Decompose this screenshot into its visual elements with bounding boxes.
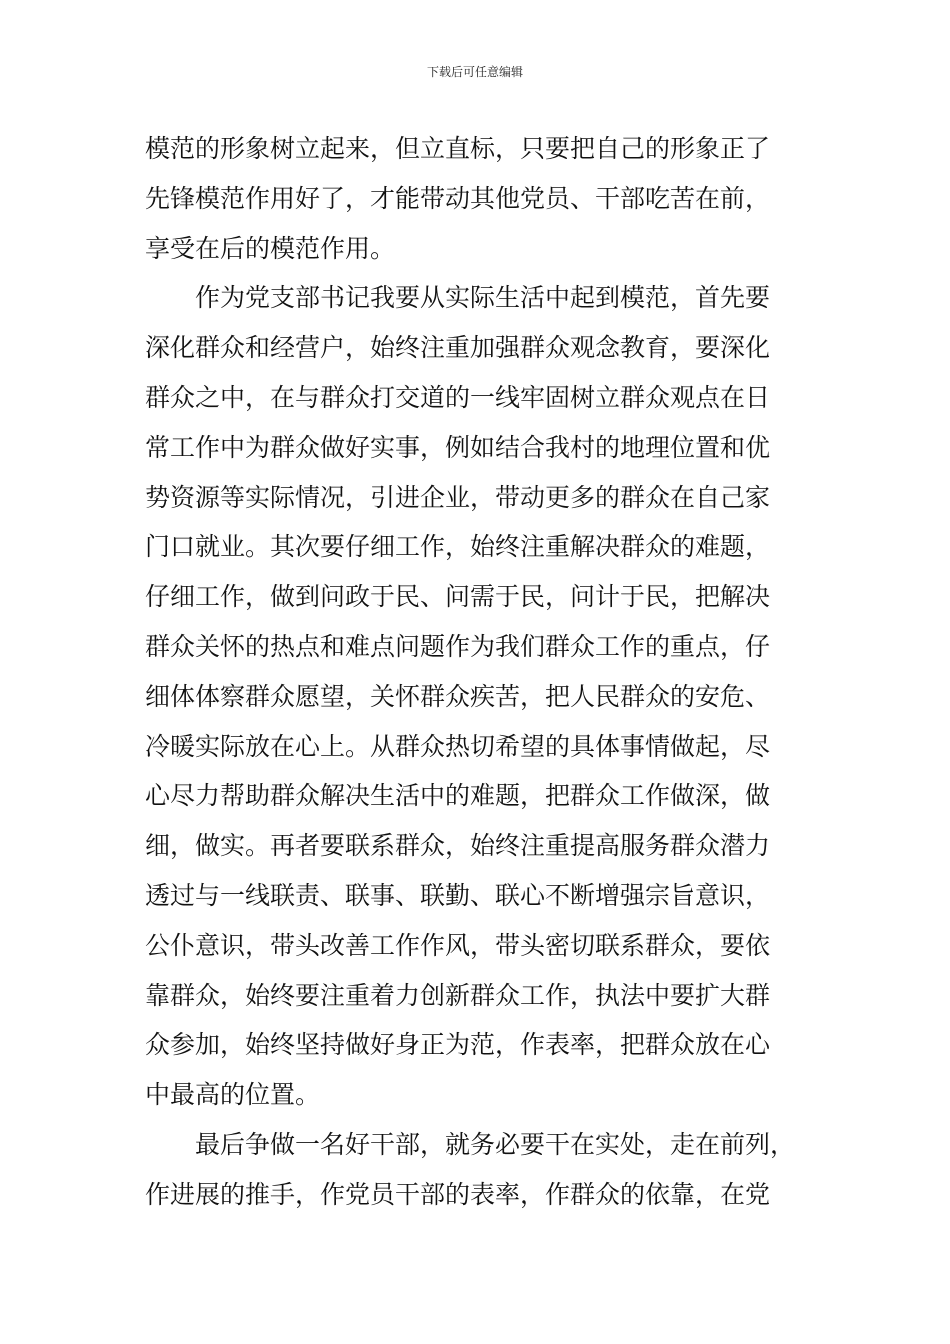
text-line: 细体体察群众愿望，关怀群众疾苦，把人民群众的安危、 xyxy=(145,681,771,711)
text-line: 门口就业。其次要仔细工作，始终注重解决群众的难题， xyxy=(145,532,771,562)
text-line: 最后争做一名好干部，就务必要干在实处，走在前列， xyxy=(195,1129,796,1159)
text-line: 作为党支部书记我要从实际生活中起到模范，首先要 xyxy=(195,283,771,313)
text-line: 细，做实。再者要联系群众，始终注重提高服务群众潜力 xyxy=(145,831,771,861)
text-line: 享受在后的模范作用。 xyxy=(145,233,396,263)
text-line: 作进展的推手，作党员干部的表率，作群众的依靠，在党 xyxy=(145,1179,771,1209)
text-line: 势资源等实际情况，引进企业，带动更多的群众在自己家 xyxy=(145,482,771,512)
text-line: 冷暖实际放在心上。从群众热切希望的具体事情做起，尽 xyxy=(145,731,771,761)
body-text xyxy=(145,124,825,1220)
page-header: 下载后可任意编辑 xyxy=(426,65,523,79)
text-line: 靠群众，始终要注重着力创新群众工作，执法中要扩大群 xyxy=(145,980,771,1010)
text-line: 常工作中为群众做好实事，例如结合我村的地理位置和优 xyxy=(145,432,771,462)
text-line: 先锋模范作用好了，才能带动其他党员、干部吃苦在前， xyxy=(145,183,771,213)
text-line: 中最高的位置。 xyxy=(145,1080,321,1110)
text-line: 深化群众和经营户，始终注重加强群众观念教育，要深化 xyxy=(145,333,771,363)
text-line: 公仆意识，带头改善工作作风，带头密切联系群众，要依 xyxy=(145,930,771,960)
text-line: 仔细工作，做到问政于民、问需于民，问计于民，把解决 xyxy=(145,582,771,612)
text-line: 群众关怀的热点和难点问题作为我们群众工作的重点，仔 xyxy=(145,631,771,661)
text-line: 透过与一线联责、联事、联勤、联心不断增强宗旨意识， xyxy=(145,880,771,910)
text-line: 众参加，始终坚持做好身正为范，作表率，把群众放在心 xyxy=(145,1030,771,1060)
text-line: 心尽力帮助群众解决生活中的难题，把群众工作做深，做 xyxy=(145,781,771,811)
text-line: 模范的形象树立起来，但立直标，只要把自己的形象正了 xyxy=(145,134,771,163)
text-line: 群众之中，在与群众打交道的一线牢固树立群众观点在日 xyxy=(145,382,771,412)
